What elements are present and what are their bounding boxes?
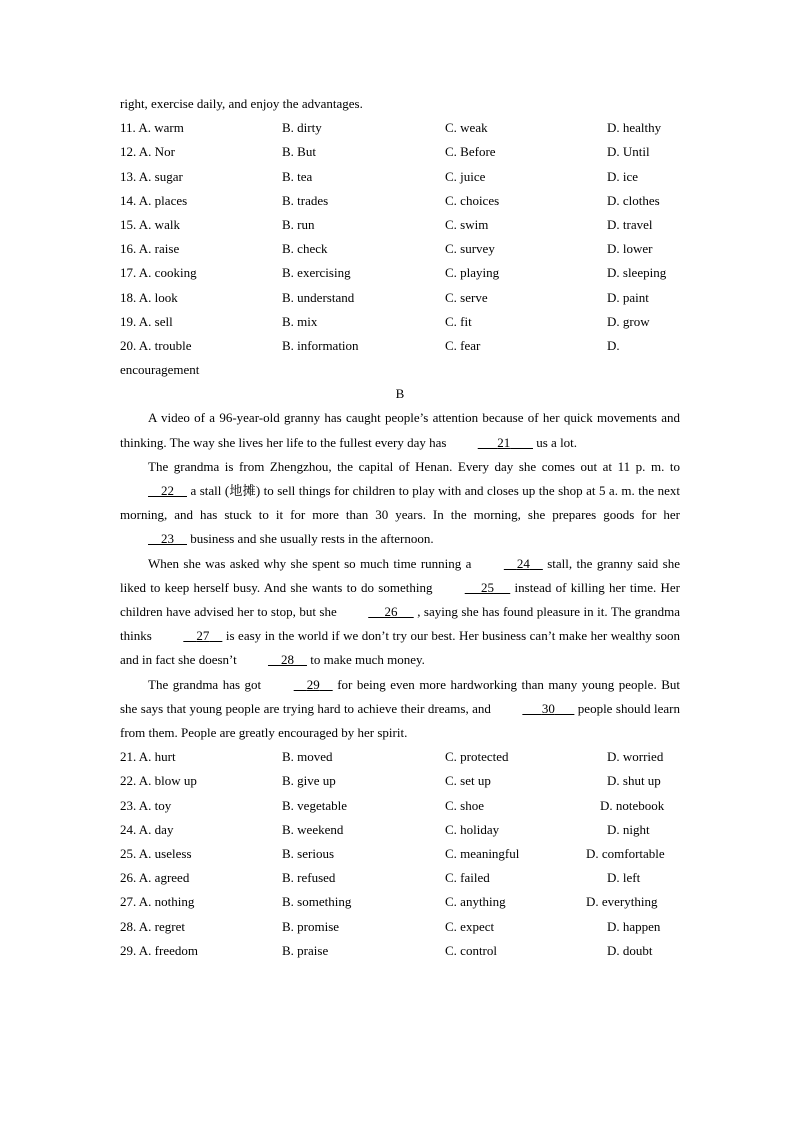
question-row xyxy=(120,140,680,164)
option-a: 15. A. walk xyxy=(120,216,180,232)
option-b: B. weekend xyxy=(282,821,344,837)
option-d: D. everything xyxy=(586,894,658,910)
option-a: 25. A. useless xyxy=(120,846,192,862)
option-a: 27. A. nothing xyxy=(120,894,195,910)
passage-paragraph: A video of a 96-year-old granny has caught people’s attention because of her quick movements and thinking. The way she lives her life to the fullest every day has 21 us a lot. xyxy=(120,406,680,454)
option-b: B. But xyxy=(282,144,316,160)
option-d: D. shut up xyxy=(607,773,661,789)
blank-26[interactable]: 26 xyxy=(384,604,398,620)
option-d: D. night xyxy=(607,821,650,837)
option-d: D. clothes xyxy=(607,192,660,208)
question-row xyxy=(120,334,680,358)
option-c: C. failed xyxy=(445,870,490,886)
option-b: B. run xyxy=(282,216,315,232)
option-b: B. something xyxy=(282,894,352,910)
passage-paragraph: The grandma has got 29 for being even more hardworking than many young people. But she says that young people are trying hard to achieve their dreams, and 30 people should learn from them. People are greatly encouraged by her spirit. xyxy=(120,673,680,746)
option-c: C. choices xyxy=(445,192,500,208)
option-a: 21. A. hurt xyxy=(120,749,176,765)
option-c: C. juice xyxy=(445,168,486,184)
option-a: 28. A. regret xyxy=(120,918,185,934)
question-row xyxy=(120,261,680,285)
option-a: 16. A. raise xyxy=(120,241,180,257)
option-b: B. trades xyxy=(282,192,329,208)
option-b: B. dirty xyxy=(282,120,322,136)
option-c: C. meaningful xyxy=(445,846,520,862)
option-b: B. mix xyxy=(282,313,318,329)
option-d: D. doubt xyxy=(607,942,653,958)
option-c: C. serve xyxy=(445,289,488,305)
option-d: D. ice xyxy=(607,168,639,184)
question-row xyxy=(120,286,680,310)
option-c: C. playing xyxy=(445,265,500,281)
option-b: B. exercising xyxy=(282,265,351,281)
question-row xyxy=(120,890,680,914)
option-b: B. serious xyxy=(282,846,334,862)
option-a: 13. A. sugar xyxy=(120,168,183,184)
option-d: D. healthy xyxy=(607,120,662,136)
option-d: D. notebook xyxy=(600,797,665,813)
option-b: B. information xyxy=(282,337,359,353)
option-d: D. xyxy=(607,337,620,353)
option-d: D. comfortable xyxy=(586,846,665,862)
option-a: 20. A. trouble xyxy=(120,337,192,353)
option-c: C. set up xyxy=(445,773,491,789)
option-a: 23. A. toy xyxy=(120,797,172,813)
option-c: C. fear xyxy=(445,337,481,353)
option-c: C. weak xyxy=(445,120,488,136)
option-b: B. refused xyxy=(282,870,336,886)
question-row xyxy=(120,165,680,189)
option-a: 17. A. cooking xyxy=(120,265,197,281)
option-b: B. vegetable xyxy=(282,797,347,813)
question-row xyxy=(120,866,680,890)
option-c: C. swim xyxy=(445,216,489,232)
option-b: B. understand xyxy=(282,289,355,305)
option-d: D. travel xyxy=(607,216,653,232)
blank-22[interactable]: 22 xyxy=(161,483,174,499)
question-row xyxy=(120,310,680,334)
passage-paragraph: When she was asked why she spent so much time running a 24 stall, the granny said she liked to keep herself busy. And she wants to do something 25 instead of killing her time. Her children have advised her to stop, but she 26 , saying she has found pleasure in it. The grandma thinks 27 is easy in the world if we don’t try our best. Her business can’t make her wealthy soon and in fact she doesn’t 28 to make much money. xyxy=(120,552,680,673)
option-b: B. tea xyxy=(282,168,313,184)
option-c: C. anything xyxy=(445,894,506,910)
option-d: D. worried xyxy=(607,749,664,765)
option-a: 24. A. day xyxy=(120,821,174,837)
question-row xyxy=(120,842,680,866)
option-d: D. lower xyxy=(607,241,653,257)
question-row xyxy=(120,116,680,140)
option-c: C. expect xyxy=(445,918,495,934)
option-d: D. happen xyxy=(607,918,661,934)
option-d: D. left xyxy=(607,870,641,886)
blank-23[interactable]: 23 xyxy=(161,531,174,547)
blank-27[interactable]: 27 xyxy=(196,628,210,644)
question-row xyxy=(120,939,680,963)
option-a: 29. A. freedom xyxy=(120,942,198,958)
blank-29[interactable]: 29 xyxy=(306,676,320,692)
option-a: 11. A. warm xyxy=(120,120,184,136)
option-d: D. grow xyxy=(607,313,650,329)
question-row xyxy=(120,189,680,213)
question-row xyxy=(120,818,680,842)
option-c: C. holiday xyxy=(445,821,500,837)
question-group-a xyxy=(120,116,680,382)
option-a: 19. A. sell xyxy=(120,313,173,329)
option-a: 22. A. blow up xyxy=(120,773,197,789)
passage-paragraph: The grandma is from Zhengzhou, the capital of Henan. Every day she comes out at 11 p. m. to 22 a stall (地摊) to sell things for children to play with and closes up the shop at 5 a. m. the next morning, and has stuck to it for more than 30 years. In the morning, she prepares goods for her 23 business and she usually rests in the afternoon. xyxy=(120,455,680,552)
worksheet-page xyxy=(120,92,680,963)
option-c: C. shoe xyxy=(445,797,484,813)
blank-28[interactable]: 28 xyxy=(280,652,294,668)
section-heading: B xyxy=(395,386,405,402)
option-c: C. survey xyxy=(445,241,495,257)
option-b: B. check xyxy=(282,241,328,257)
blank-30[interactable]: 30 xyxy=(541,700,555,716)
question-row xyxy=(120,915,680,939)
option-b: B. promise xyxy=(282,918,340,934)
option-a: 18. A. look xyxy=(120,289,178,305)
option-b: B. praise xyxy=(282,942,329,958)
option-a: 14. A. places xyxy=(120,192,188,208)
option-b: B. give up xyxy=(282,773,336,789)
question-row xyxy=(120,794,680,818)
option-d: D. paint xyxy=(607,289,649,305)
option-a: 26. A. agreed xyxy=(120,870,190,886)
question-row xyxy=(120,745,680,769)
intro-tail: right, exercise daily, and enjoy the advantages. xyxy=(120,96,363,111)
option-wrap-text: encouragement xyxy=(120,362,200,378)
passage xyxy=(120,406,680,745)
blank-25[interactable]: 25 xyxy=(480,579,494,595)
option-c: C. protected xyxy=(445,749,509,765)
option-d: D. sleeping xyxy=(607,265,667,281)
option-a: 12. A. Nor xyxy=(120,144,175,160)
question-group-b xyxy=(120,745,680,963)
blank-24[interactable]: 24 xyxy=(516,555,530,571)
blank-21[interactable]: 21 xyxy=(497,434,511,450)
option-c: C. fit xyxy=(445,313,472,329)
option-b: B. moved xyxy=(282,749,333,765)
option-d: D. Until xyxy=(607,144,650,160)
question-row xyxy=(120,769,680,793)
question-row xyxy=(120,213,680,237)
question-row xyxy=(120,237,680,261)
option-c: C. Before xyxy=(445,144,496,160)
option-c: C. control xyxy=(445,942,497,958)
